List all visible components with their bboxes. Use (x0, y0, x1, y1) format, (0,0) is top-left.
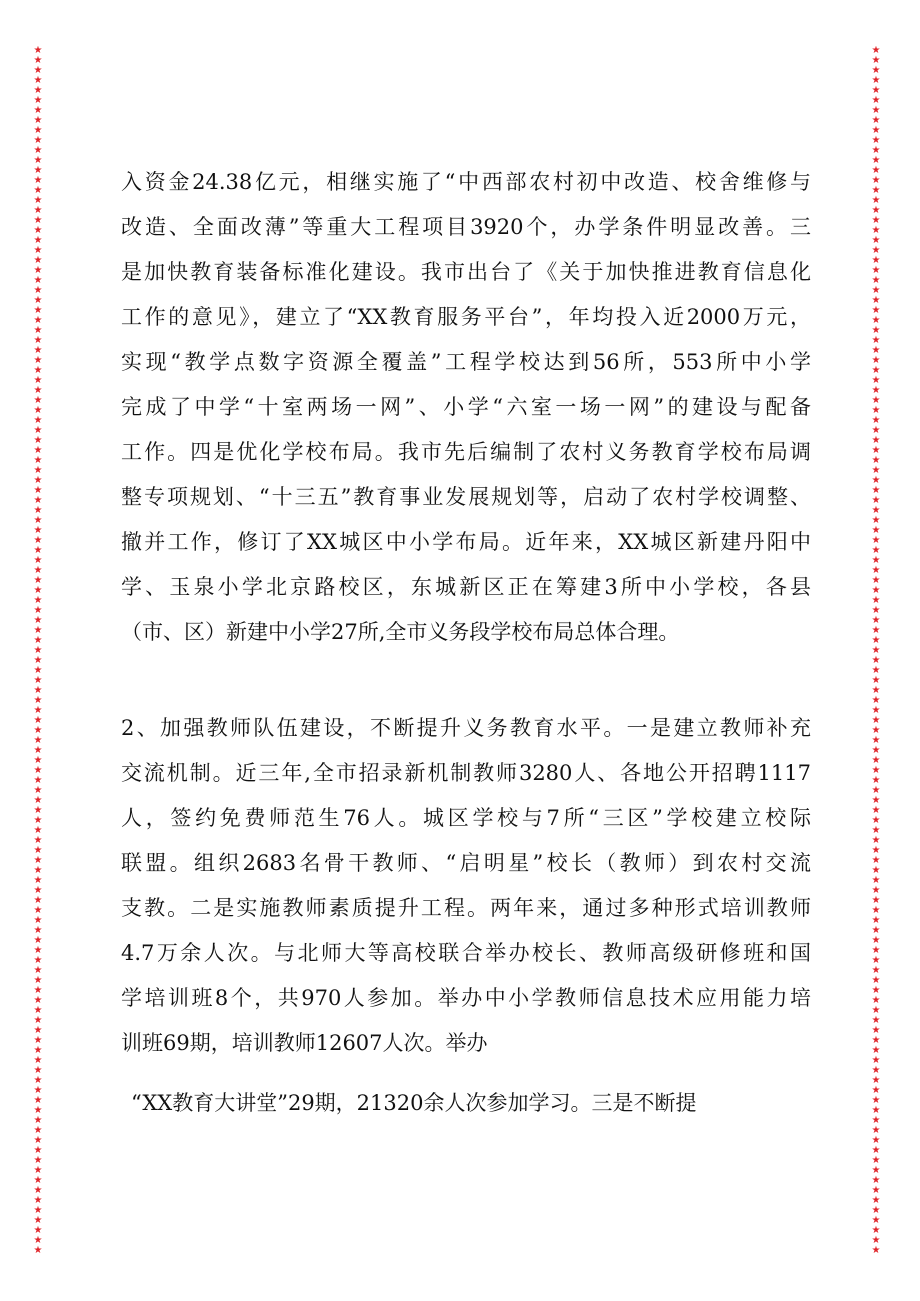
text-line: 联盟。组织2683名骨干教师、“启明星”校长（教师）到农村交流 (121, 851, 811, 875)
text-line: 撤并工作，修订了XX城区中小学布局。近年来，XX城区新建丹阳中 (121, 530, 811, 554)
text-line: 工作。四是优化学校布局。我市先后编制了农村义务教育学校布局调 (121, 440, 811, 464)
text-line: 支教。二是实施教师素质提升工程。两年来，通过多种形式培训教师 (121, 896, 811, 920)
paragraph-2 (121, 706, 811, 1126)
line-spacer (121, 1066, 811, 1081)
text-line: 训班69期，培训教师12607人次。举办 (121, 1031, 488, 1055)
paragraph-1 (121, 160, 811, 655)
text-line: 工作的意见》，建立了“XX教育服务平台”，年均投入近2000万元， (121, 305, 811, 329)
paragraph-spacer (121, 655, 811, 706)
text-line: 完成了中学“十室两场一网”、小学“六室一场一网”的建设与配备 (121, 395, 811, 419)
text-line: 学培训班8个，共970人参加。举办中小学教师信息技术应用能力培 (121, 986, 811, 1010)
document-body (121, 160, 811, 1126)
text-line-tail: “XX教育大讲堂”29期，21320余人次参加学习。三是不断提 (131, 1091, 697, 1115)
text-line: 是加快教育装备标准化建设。我市出台了《关于加快推进教育信息化 (121, 260, 811, 284)
text-line: 人，签约免费师范生76人。城区学校与7所“三区”学校建立校际 (121, 806, 811, 830)
text-line: 改造、全面改薄”等重大工程项目3920个，办学条件明显改善。三 (121, 215, 811, 239)
right-star-border: ★★★★★★★★★★★★★★★★★★★★★★★★★★★★★★★★★★★★★★★★★★★★★★★★★★★★★★★★★★★★★★★★★★★★★★★★★★★★★★★★★★★★★★★★★★★★★★★★★★★★★★★★★★★★★★★★★★★★★★★★★ (871, 46, 881, 1256)
text-line: 2、加强教师队伍建设，不断提升义务教育水平。一是建立教师补充 (121, 716, 811, 740)
text-line: 入资金24.38亿元，相继实施了“中西部农村初中改造、校舍维修与 (121, 170, 811, 194)
text-line: 整专项规划、“十三五”教育事业发展规划等，启动了农村学校调整、 (121, 485, 811, 509)
text-line: 实现“教学点数字资源全覆盖”工程学校达到56所，553所中小学 (121, 350, 811, 374)
text-line: 交流机制。近三年,全市招录新机制教师3280人、各地公开招聘1117 (121, 761, 811, 785)
text-line: 4.7万余人次。与北师大等高校联合举办校长、教师高级研修班和国 (121, 941, 811, 965)
left-star-border: ★★★★★★★★★★★★★★★★★★★★★★★★★★★★★★★★★★★★★★★★★★★★★★★★★★★★★★★★★★★★★★★★★★★★★★★★★★★★★★★★★★★★★★★★★★★★★★★★★★★★★★★★★★★★★★★★★★★★★★★★★ (33, 46, 43, 1256)
text-line: （市、区）新建中小学27所,全市义务段学校布局总体合理。 (121, 620, 680, 644)
text-line: 学、玉泉小学北京路校区，东城新区正在筹建3所中小学校，各县 (121, 575, 811, 599)
